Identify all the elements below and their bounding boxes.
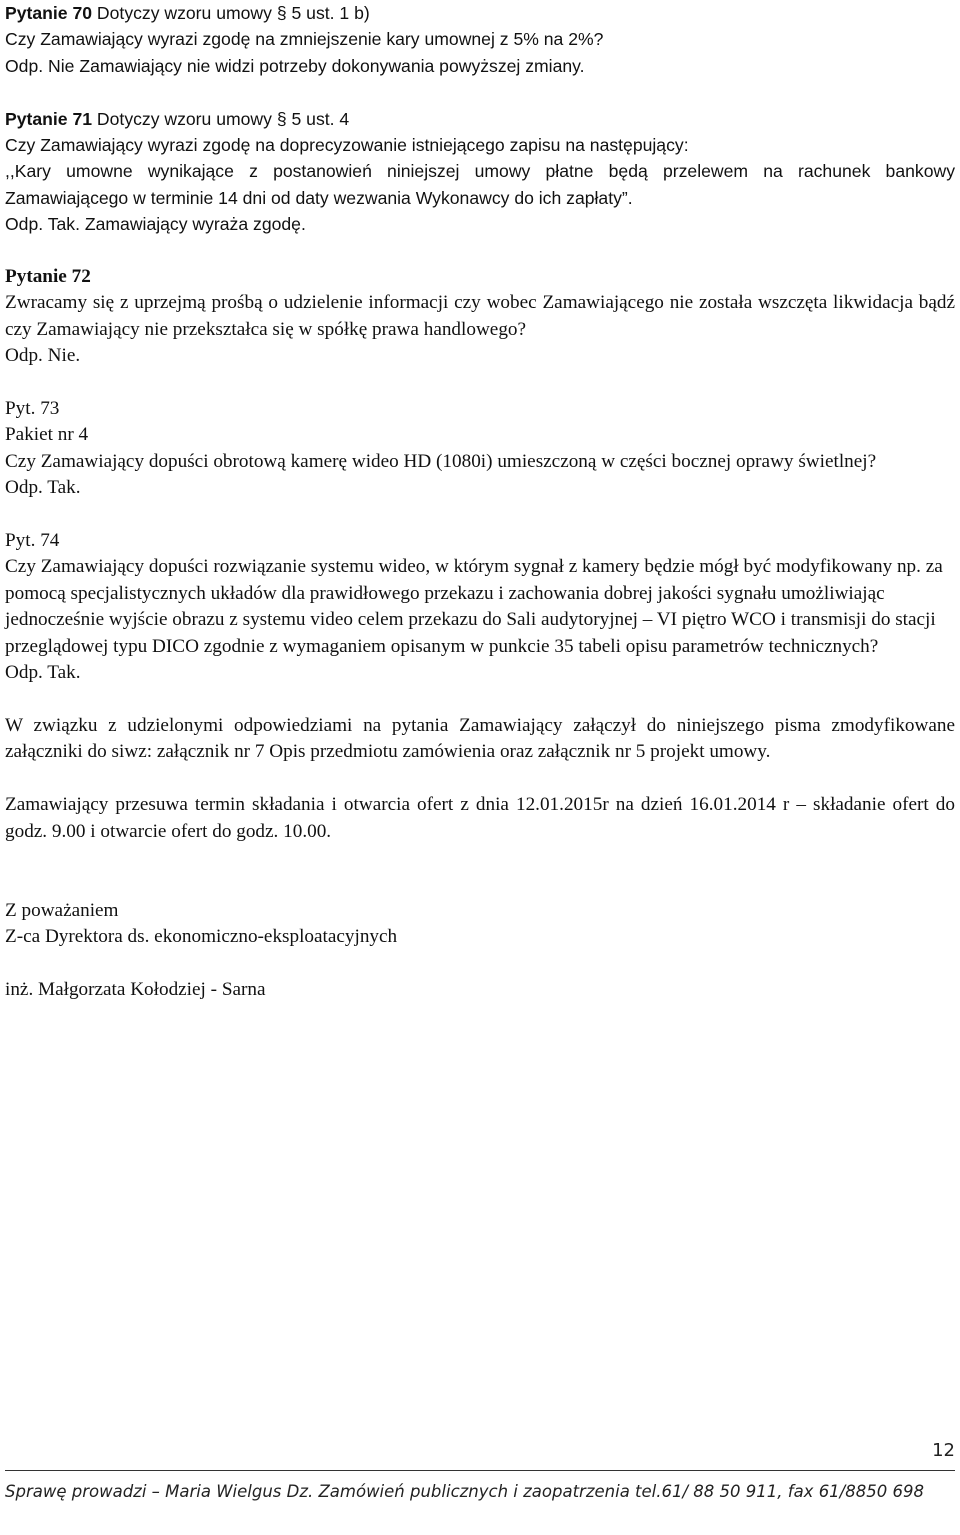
question-74-heading: Pyt. 74 [5, 530, 60, 552]
spacer [5, 845, 955, 871]
question-73-heading: Pyt. 73 [5, 398, 60, 420]
spacer [5, 79, 955, 105]
page-number: 12 [932, 1440, 955, 1461]
question-71-heading [5, 106, 955, 132]
question-71-quote: ,,Kary umowne wynikające z postanowień niniejszej umowy płatne będą przelewem na rachunek bankowy Zamawiającego w terminie 14 dni od daty wezwania Wykonawcy do ich zapłaty”. [5, 161, 955, 208]
letter-body [5, 0, 955, 1003]
question-71-text: Czy Zamawiający wyrazi zgodę na doprecyzowanie istniejącego zapisu na następujący: [5, 135, 689, 156]
question-70-heading [5, 0, 955, 26]
spacer [5, 951, 955, 977]
question-72-label: Pytanie 72 [5, 266, 91, 288]
signature-block [5, 898, 955, 1004]
question-73-answer: Odp. Tak. [5, 477, 81, 499]
question-74-text: Czy Zamawiający dopuści rozwiązanie systemu wideo, w którym sygnał z kamery będzie mógł być modyfikowany np. za pomocą specjalistycznych układów dla prawidłowego przekazu i zachowania dobrej jakości sygnału umożliwiając jednocześnie wyjście obrazu z systemu video celem przekazu do Sali audytoryjnej – VI piętro WCO i transmisji do stacji przeglądowej typu DICO zgodnie z wymaganiem opisanym w punkcie 35 tabeli opisu parametrów technicznych? [5, 556, 943, 657]
question-71-label: Pytanie 71 [5, 108, 93, 129]
question-72-text: Zwracamy się z uprzejmą prośbą o udzielenie informacji czy wobec Zamawiającego nie została wszczęta likwidacja bądź czy Zamawiający nie przekształca się w spółkę prawa handlowego? [5, 292, 955, 340]
question-73-package: Pakiet nr 4 [5, 424, 89, 446]
signature-greeting: Z poważaniem [5, 899, 119, 921]
spacer [5, 766, 955, 792]
question-73 [5, 396, 955, 502]
deadline-paragraph: Zamawiający przesuwa termin składania i otwarcia ofert z dnia 12.01.2015r na dzień 16.01.2014 r – składanie ofert do godz. 9.00 i otwarcie ofert do godz. 10.00. [5, 794, 955, 842]
spacer [5, 238, 955, 264]
spacer [5, 370, 955, 396]
question-71-answer: Odp. Tak. Zamawiający wyraża zgodę. [5, 214, 306, 235]
signature-name: inż. Małgorzata Kołodziej - Sarna [5, 978, 266, 1000]
question-74-answer: Odp. Tak. [5, 662, 81, 684]
question-72-answer: Odp. Nie. [5, 345, 81, 367]
spacer [5, 687, 955, 713]
spacer [5, 871, 955, 897]
question-71 [5, 106, 955, 238]
spacer [5, 502, 955, 528]
attachments-paragraph: W związku z udzielonymi odpowiedziami na pytania Zamawiający załączył do niniejszego pisma zmodyfikowane załączniki do siwz: załącznik nr 7 Opis przedmiotu zamówienia oraz załącznik nr 5 projekt umowy. [5, 714, 955, 763]
footer-divider [5, 1470, 955, 1471]
question-71-reference: Dotyczy wzoru umowy § 5 ust. 4 [92, 108, 350, 129]
signature-position: Z-ca Dyrektora ds. ekonomiczno-eksploatacyjnych [5, 926, 398, 948]
question-73-text: Czy Zamawiający dopuści obrotową kamerę wideo HD (1080i) umieszczoną w części bocznej oprawy świetlnej? [5, 450, 877, 472]
question-72 [5, 264, 955, 370]
question-70-text: Czy Zamawiający wyrazi zgodę na zmniejszenie kary umownej z 5% na 2%? [5, 29, 604, 50]
question-70-label: Pytanie 70 [5, 3, 93, 23]
question-74 [5, 528, 955, 686]
question-70-answer: Odp. Nie Zamawiający nie widzi potrzeby dokonywania powyższej zmiany. [5, 55, 585, 76]
footer-contact: Sprawę prowadzi – Maria Wielgus Dz. Zamówień publicznych i zaopatrzenia tel.61/ 88 50 911, fax 61/8850 698 [5, 1482, 924, 1501]
question-70-reference: Dotyczy wzoru umowy § 5 ust. 1 b) [92, 3, 370, 23]
question-72-heading [5, 264, 955, 290]
question-70 [5, 0, 955, 79]
